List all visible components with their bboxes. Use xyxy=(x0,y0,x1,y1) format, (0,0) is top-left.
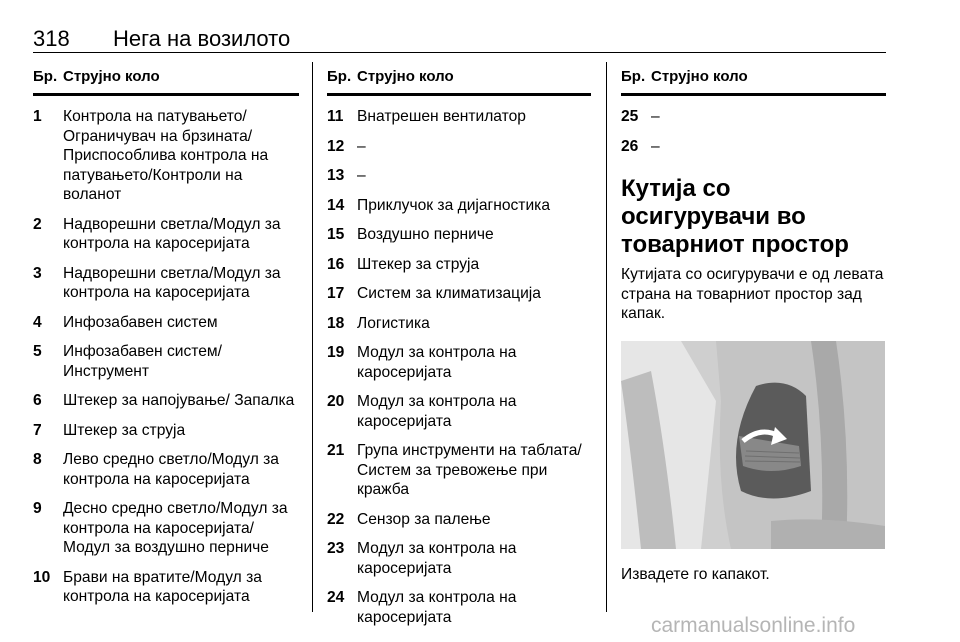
fuse-circuit: Брави на вратите/Модул за контрола на каросеријата xyxy=(63,568,262,605)
fuse-number: 6 xyxy=(33,392,42,409)
fuse-number: 17 xyxy=(327,285,345,302)
cargo-fuse-box-photo xyxy=(621,341,885,549)
fuse-row xyxy=(327,137,591,157)
fuse-row xyxy=(327,343,591,382)
fuse-row xyxy=(327,510,591,530)
fuse-circuit: Внатрешен вентилатор xyxy=(357,108,526,125)
fuse-number: 3 xyxy=(33,264,42,282)
table-header xyxy=(33,68,299,96)
fuse-number: 22 xyxy=(327,510,345,528)
header-no: Бр. xyxy=(33,68,58,85)
fuse-number: 11 xyxy=(327,108,344,125)
fuse-row xyxy=(33,499,299,558)
header-no: Бр. xyxy=(621,68,646,85)
fuse-row xyxy=(33,215,299,254)
fuse-circuit: Систем за климатизација xyxy=(357,285,541,302)
section-paragraph: Кутијата со осигурувачи е од левата страна на товарниот простор зад капак. xyxy=(621,266,884,322)
fuse-column-1 xyxy=(33,68,299,607)
fuse-circuit: Воздушно перниче xyxy=(357,226,494,243)
fuse-circuit: Контрола на патувањето/ Ограничувач на брзината/ Приспособлива контрола на патувањето/Контроли на воланот xyxy=(63,108,269,203)
fuse-column-2 xyxy=(327,68,591,627)
fuse-circuit: Десно средно светло/Модул за контрола на каросеријата/ Модул за воздушно перниче xyxy=(63,500,288,556)
fuse-row xyxy=(621,137,886,157)
fuse-circuit: Надворешни светла/Модул за контрола на каросеријата xyxy=(63,215,281,252)
fuse-number: 10 xyxy=(33,568,51,586)
fuse-number: 13 xyxy=(327,167,345,184)
photo-caption: Извадете го капакот. xyxy=(621,565,770,583)
fuse-column-3 xyxy=(621,68,886,584)
fuse-row xyxy=(33,107,299,205)
fuse-number: 9 xyxy=(33,500,42,517)
fuse-row xyxy=(33,391,299,411)
table-header xyxy=(327,68,591,96)
fuse-number: 21 xyxy=(327,442,345,459)
header-circuit: Струјно коло xyxy=(357,68,454,85)
watermark: carmanualsonline.info xyxy=(651,614,856,637)
table-header xyxy=(621,68,886,96)
header-no: Бр. xyxy=(327,68,352,85)
fuse-number: 5 xyxy=(33,343,42,360)
fuse-row xyxy=(33,264,299,303)
fuse-number: 1 xyxy=(33,108,42,125)
fuse-circuit: Модул за контрола на каросеријата xyxy=(357,393,517,430)
fuse-row xyxy=(327,441,591,500)
fuse-row xyxy=(327,166,591,186)
fuse-row xyxy=(33,342,299,381)
fuse-circuit: Логистика xyxy=(357,314,430,332)
fuse-circuit: Модул за контрола на каросеријата xyxy=(357,540,517,577)
fuse-number: 25 xyxy=(621,108,639,125)
fuse-circuit: Штекер за струја xyxy=(63,421,186,439)
fuse-row xyxy=(327,225,591,245)
header-circuit: Струјно коло xyxy=(63,68,160,85)
fuse-number: 19 xyxy=(327,344,345,361)
fuse-row xyxy=(33,568,299,607)
fuse-row xyxy=(327,588,591,627)
fuse-number: 24 xyxy=(327,589,345,606)
fuse-number: 18 xyxy=(327,314,345,332)
fuse-number: 16 xyxy=(327,255,345,273)
page-title: Нега на возилото xyxy=(113,26,291,51)
fuse-row xyxy=(327,314,591,334)
fuse-circuit: Инфозабавен систем xyxy=(63,313,218,331)
fuse-circuit: Лево средно светло/Модул за контрола на каросеријата xyxy=(63,451,279,488)
fuse-number: 12 xyxy=(327,137,345,155)
fuse-row xyxy=(33,313,299,333)
fuse-number: 20 xyxy=(327,393,345,410)
fuse-circuit: Надворешни светла/Модул за контрола на каросеријата xyxy=(63,264,281,301)
fuse-circuit: Приклучок за дијагностика xyxy=(357,196,550,214)
fuse-number: 7 xyxy=(33,421,42,439)
fuse-circuit: Модул за контрола на каросеријата xyxy=(357,344,517,381)
fuse-row xyxy=(327,107,591,127)
fuse-number: 26 xyxy=(621,137,639,155)
page-header xyxy=(33,26,886,53)
fuse-circuit: Група инструменти на таблата/Систем за тревожење при кражба xyxy=(357,442,582,498)
header-circuit: Струјно коло xyxy=(651,68,748,85)
fuse-number: 15 xyxy=(327,226,345,243)
fuse-number: 2 xyxy=(33,215,42,233)
fuse-circuit: – xyxy=(651,108,660,125)
fuse-row xyxy=(621,107,886,127)
fuse-circuit: – xyxy=(357,137,366,155)
fuse-circuit: – xyxy=(651,137,660,155)
fuse-circuit: Модул за контрола на каросеријата xyxy=(357,589,517,626)
column-divider xyxy=(312,62,313,612)
fuse-number: 4 xyxy=(33,313,42,331)
fuse-number: 8 xyxy=(33,451,42,468)
fuse-row xyxy=(327,284,591,304)
fuse-circuit: Штекер за напојување/ Запалка xyxy=(63,392,295,409)
fuse-circuit: Инфозабавен систем/ Инструмент xyxy=(63,343,222,380)
page-number: 318 xyxy=(33,26,70,51)
fuse-row xyxy=(327,539,591,578)
fuse-circuit: – xyxy=(357,167,366,184)
fuse-number: 14 xyxy=(327,196,345,214)
fuse-row xyxy=(33,421,299,441)
column-divider xyxy=(606,62,607,612)
fuse-circuit: Сензор за палење xyxy=(357,510,491,528)
fuse-row xyxy=(327,392,591,431)
fuse-row xyxy=(33,450,299,489)
fuse-row xyxy=(327,255,591,275)
section-title: Кутија со осигурувачи во товарниот простор xyxy=(621,175,849,258)
fuse-circuit: Штекер за струја xyxy=(357,255,480,273)
fuse-number: 23 xyxy=(327,540,345,557)
fuse-row xyxy=(327,196,591,216)
